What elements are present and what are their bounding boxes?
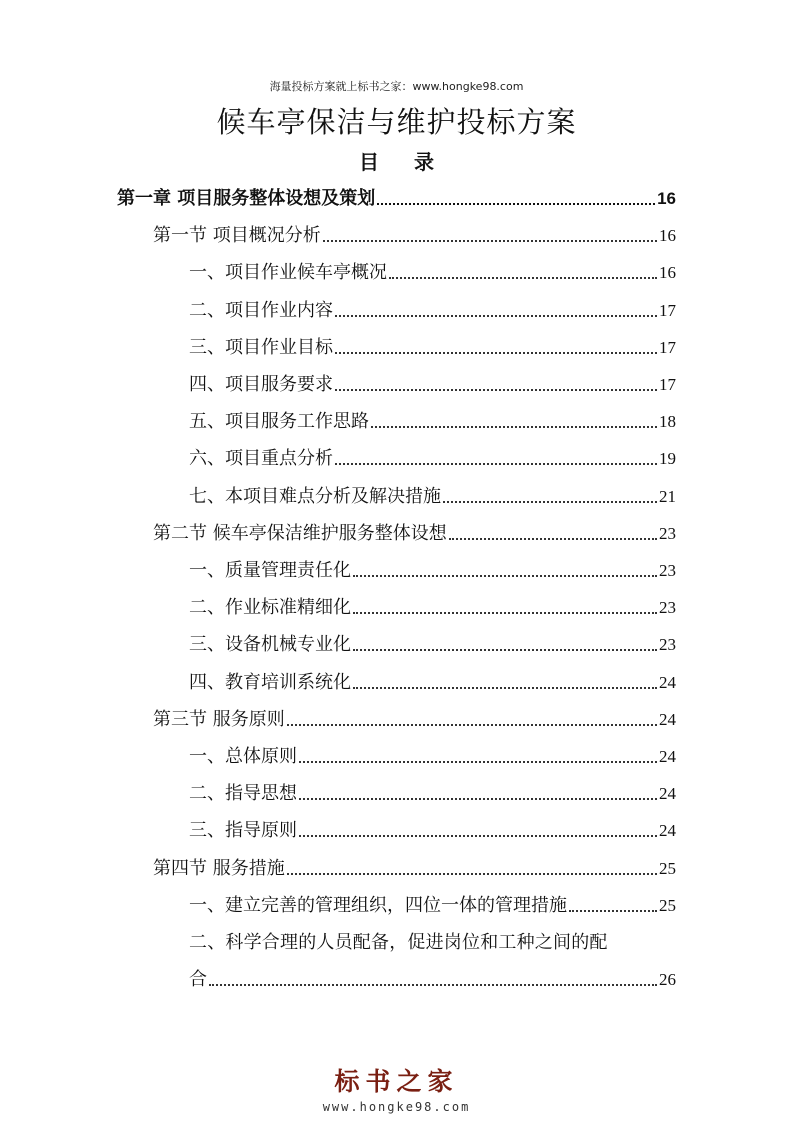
footer-logo — [0, 1068, 793, 1114]
toc-entry[interactable] — [189, 619, 676, 656]
logo-text: 标书之家 — [334, 1067, 459, 1096]
toc-heading: 目 录 — [359, 150, 448, 174]
toc-entry[interactable] — [189, 433, 676, 470]
toc-entry[interactable] — [189, 545, 676, 582]
toc-leader-dots — [353, 612, 657, 614]
toc-entry-label: 二、科学合理的人员配备，促进岗位和工种之间的配 — [189, 932, 608, 953]
toc-leader-dots — [299, 835, 657, 837]
toc-leader-dots — [209, 984, 657, 986]
toc-entry-label: 第二节 候车亭保洁维护服务整体设想 — [153, 522, 447, 544]
toc-leader-dots — [335, 315, 657, 317]
toc-entry[interactable] — [189, 917, 676, 954]
toc-entry-label: 三、设备机械专业化 — [189, 634, 351, 656]
toc-entry[interactable] — [189, 954, 676, 991]
toc-entry-page: 25 — [659, 895, 676, 915]
toc-entry-label: 二、作业标准精细化 — [189, 597, 351, 619]
toc-entry-page: 16 — [659, 263, 676, 283]
toc-entry[interactable] — [189, 582, 676, 619]
toc-entry[interactable] — [189, 396, 676, 433]
toc-entry-page: 17 — [659, 300, 676, 320]
toc-entry[interactable] — [189, 657, 676, 694]
toc-leader-dots — [353, 575, 657, 577]
toc-leader-dots — [299, 798, 657, 800]
toc-entry-page: 24 — [659, 821, 676, 841]
toc-entry-label: 四、教育培训系统化 — [189, 671, 351, 693]
toc-entry-page: 23 — [659, 523, 676, 543]
toc-entry-page: 24 — [659, 709, 676, 729]
toc-entry[interactable] — [153, 694, 676, 731]
toc-leader-dots — [299, 761, 657, 763]
toc-entry-label: 一、建立完善的管理组织，四位一体的管理措施 — [189, 894, 567, 916]
toc-leader-dots — [335, 463, 657, 465]
toc-entry-page: 26 — [659, 970, 676, 990]
toc-entry-label: 合 — [189, 969, 207, 991]
toc-entry-label: 第三节 服务原则 — [153, 708, 285, 730]
toc-entry-label: 第四节 服务措施 — [153, 857, 285, 879]
toc-entry-label: 二、项目作业内容 — [189, 299, 333, 321]
toc-entry[interactable] — [117, 173, 676, 210]
toc-entry-page: 23 — [659, 561, 676, 580]
toc-entry[interactable] — [189, 805, 676, 842]
toc-entry-label: 四、项目服务要求 — [189, 374, 333, 395]
toc-entry-page: 24 — [659, 672, 676, 692]
toc-entry-page: 23 — [659, 598, 676, 618]
toc-entry-label: 五、项目服务工作思路 — [189, 411, 369, 433]
toc-entry-page: 17 — [659, 375, 676, 394]
toc-entry-page: 23 — [659, 635, 676, 655]
toc-leader-dots — [443, 501, 657, 503]
toc-leader-dots — [353, 649, 657, 651]
logo-url: www.hongke98.com — [322, 1100, 471, 1114]
toc-leader-dots — [335, 389, 657, 391]
toc-leader-dots — [353, 687, 657, 689]
toc-entry[interactable] — [189, 880, 676, 917]
toc-entry[interactable] — [189, 768, 676, 805]
toc-entry[interactable] — [189, 731, 676, 768]
toc-entry-page: 21 — [659, 486, 676, 506]
toc-entry-label: 三、指导原则 — [189, 820, 297, 842]
toc-leader-dots — [287, 873, 657, 875]
toc-entry[interactable] — [153, 843, 676, 880]
toc-entry-page: 24 — [659, 784, 676, 804]
toc-entry-page: 24 — [659, 747, 676, 766]
toc-entry-label: 二、指导思想 — [189, 783, 297, 805]
header-note: 海量投标方案就上标书之家：www.hongke98.com — [269, 80, 524, 93]
toc-leader-dots — [569, 910, 657, 912]
toc-leader-dots — [377, 203, 655, 205]
toc-entry-label: 三、项目作业目标 — [189, 336, 333, 358]
toc-entry-label: 六、项目重点分析 — [189, 448, 333, 470]
toc-leader-dots — [323, 240, 657, 242]
toc-entry-page: 25 — [659, 858, 676, 878]
toc-entry[interactable] — [189, 285, 676, 322]
toc-entry-label: 第一章 项目服务整体设想及策划 — [117, 188, 376, 209]
toc-entry-label: 七、本项目难点分析及解决措施 — [189, 485, 441, 507]
toc-entry-page: 16 — [657, 189, 676, 208]
toc-entry-page: 18 — [659, 412, 676, 432]
toc-entry-page: 17 — [659, 337, 676, 357]
toc-entry[interactable] — [189, 471, 676, 508]
document-title: 候车亭保洁与维护投标方案 — [216, 105, 577, 139]
toc-entry[interactable] — [189, 359, 676, 396]
toc-entry-label: 一、总体原则 — [189, 746, 297, 767]
toc-entry-label: 一、质量管理责任化 — [189, 560, 351, 581]
toc-entry[interactable] — [189, 322, 676, 359]
toc-entry-page: 16 — [659, 226, 676, 246]
toc-entry[interactable] — [189, 247, 676, 284]
toc-leader-dots — [287, 724, 657, 726]
toc-entry[interactable] — [153, 508, 676, 545]
toc-entry-label: 第一节 项目概况分析 — [153, 225, 321, 247]
toc-leader-dots — [449, 538, 657, 540]
toc-entry-label: 一、项目作业候车亭概况 — [189, 262, 387, 284]
toc-leader-dots — [335, 352, 657, 354]
toc-leader-dots — [389, 277, 657, 279]
toc-leader-dots — [371, 426, 657, 428]
toc-entry-page: 19 — [659, 449, 676, 469]
toc-entry[interactable] — [153, 210, 676, 247]
